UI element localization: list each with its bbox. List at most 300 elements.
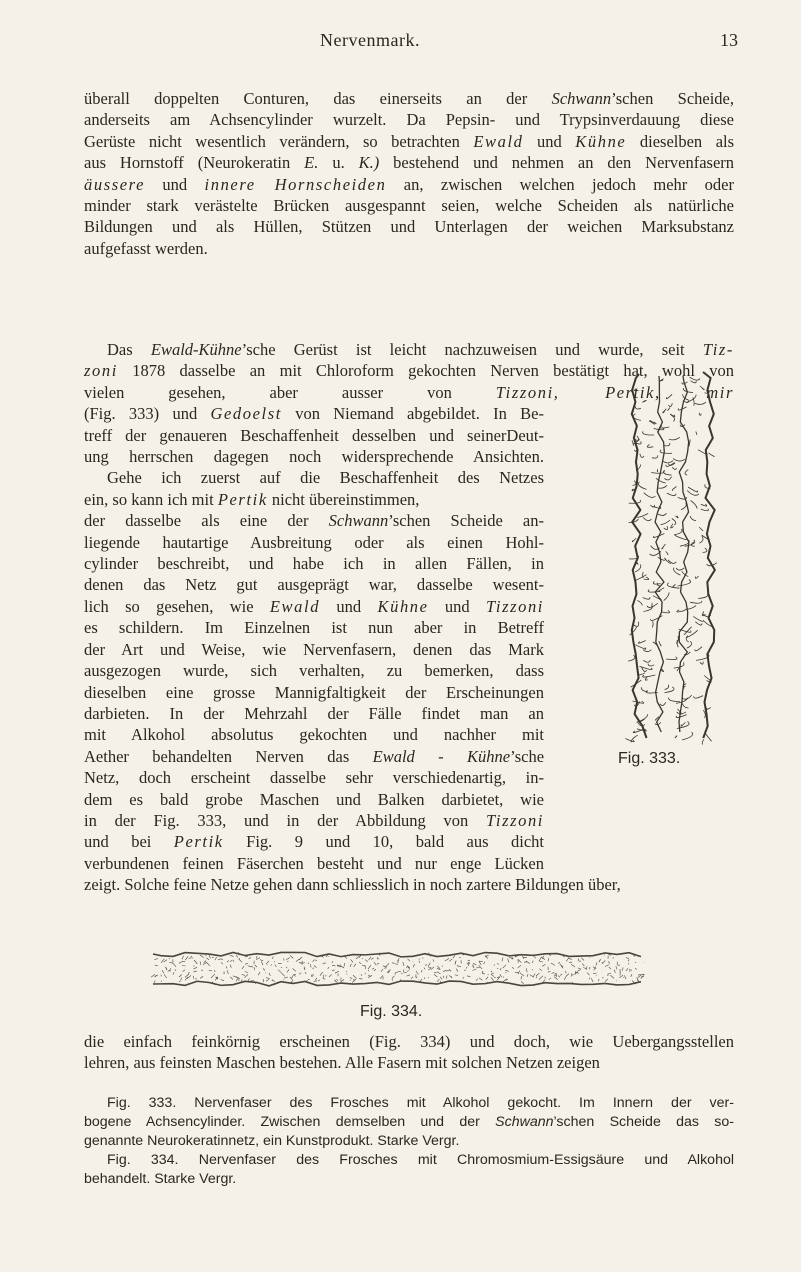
fiber-stroke xyxy=(686,630,697,638)
fiber-stroke xyxy=(215,957,217,960)
fiber-stroke xyxy=(532,970,533,971)
figure-334-nerve-fiber-illustration xyxy=(151,948,651,990)
fiber-stroke xyxy=(631,974,632,977)
fiber-stroke xyxy=(635,645,646,649)
fiber-stroke xyxy=(685,470,688,476)
fiber-stroke xyxy=(479,978,482,980)
fiber-stroke xyxy=(411,977,413,979)
fiber-stroke xyxy=(473,965,474,968)
fiber-stroke xyxy=(500,968,501,970)
fiber-stroke xyxy=(443,970,446,972)
text-line xyxy=(84,195,734,216)
fiber-stroke xyxy=(674,529,682,535)
fiber-stroke xyxy=(512,967,514,968)
fiber-stroke xyxy=(566,958,569,962)
fiber-stroke xyxy=(407,971,409,972)
text-run: die einfach feinkörnig erscheinen (Fig. 334) und doch, wie Uebergangsstellen xyxy=(84,1032,734,1051)
fiber-stroke xyxy=(608,954,611,955)
fiber-stroke xyxy=(536,976,537,978)
text-run: Fig. 333. Nervenfaser des Frosches mit Alkohol gekocht. Im Innern der ver- xyxy=(107,1095,734,1111)
text-run: dieselben als xyxy=(626,131,735,151)
fiber-stroke xyxy=(666,394,672,398)
fiber-stroke xyxy=(663,409,667,413)
fiber-stroke xyxy=(644,577,649,580)
fiber-stroke xyxy=(479,962,481,965)
fiber-stroke xyxy=(626,957,629,959)
fiber-stroke xyxy=(437,966,440,969)
fiber-stroke xyxy=(695,647,702,651)
fiber-stroke xyxy=(554,977,558,980)
text-line xyxy=(84,1052,734,1073)
fiber-stroke xyxy=(221,979,224,980)
fiber-stroke xyxy=(452,977,453,978)
fiber-stroke xyxy=(193,971,197,972)
fiber-stroke xyxy=(413,964,415,967)
text-line xyxy=(84,1094,734,1113)
text-run: mit Alkohol absolutus gekochten und nachher mit xyxy=(84,725,544,745)
fiber-stroke xyxy=(419,961,420,963)
fiber-stroke xyxy=(634,622,639,627)
text-run: der Art und Weise, wie Nervenfasern, denen das Mark xyxy=(84,639,544,659)
fiber-stroke xyxy=(700,662,703,665)
spaced-author-name: Tiz- xyxy=(702,340,734,359)
fiber-stroke xyxy=(704,676,710,681)
fiber-stroke xyxy=(640,454,644,458)
fiber-stroke xyxy=(607,973,611,974)
fiber-stroke xyxy=(374,962,376,965)
fiber-stroke xyxy=(629,970,632,971)
fiber-stroke xyxy=(605,979,608,982)
italic-name: Schwann xyxy=(328,511,389,531)
fiber-stroke xyxy=(558,963,560,964)
fiber-stroke xyxy=(635,406,641,409)
fiber-stroke xyxy=(663,461,673,463)
fiber-stroke xyxy=(558,976,560,978)
fiber-stroke xyxy=(658,557,666,560)
fiber-stroke xyxy=(200,977,202,978)
spaced-author-name: Tizzoni xyxy=(486,810,544,830)
fiber-stroke xyxy=(628,655,635,661)
text-line xyxy=(84,1132,734,1151)
fiber-stroke xyxy=(164,974,167,978)
fiber-stroke xyxy=(446,976,447,979)
text-run: denen das Netz gut ausgeprägt war, dasselbe wesent- xyxy=(84,575,544,595)
fiber-stroke xyxy=(260,960,263,961)
fiber-stroke xyxy=(503,965,506,968)
fiber-stroke xyxy=(203,963,206,965)
fiber-stroke xyxy=(635,564,641,572)
fiber-stroke xyxy=(578,968,581,969)
figure-captions xyxy=(84,1094,734,1189)
fiber-stroke xyxy=(302,963,305,964)
fiber-stroke xyxy=(665,687,675,693)
fiber-stroke xyxy=(643,660,650,662)
fiber-stroke xyxy=(672,467,676,469)
text-line xyxy=(84,617,544,638)
fiber-stroke xyxy=(626,968,628,971)
text-line xyxy=(84,682,544,703)
fiber-stroke xyxy=(209,956,211,958)
fiber-stroke xyxy=(571,964,575,967)
fiber-stroke xyxy=(666,657,677,660)
fiber-stroke xyxy=(361,974,362,975)
fiber-stroke xyxy=(518,965,522,968)
fiber-stroke xyxy=(395,964,398,965)
fiber-stroke xyxy=(638,482,646,490)
fiber-stroke xyxy=(682,732,693,740)
fiber-stroke xyxy=(539,969,542,971)
text-run: Fig. 334. Nervenfaser des Frosches mit Chromosmium-Essigsäure und Alkohol xyxy=(107,1152,734,1168)
fiber-stroke xyxy=(187,975,191,978)
figure-333-label: Fig. 333. xyxy=(618,750,681,767)
fiber-stroke xyxy=(486,977,488,980)
text-run: bestehend und nehmen an den Nervenfasern xyxy=(379,153,735,173)
fiber-stroke xyxy=(633,481,636,486)
fiber-stroke xyxy=(201,970,203,971)
fiber-stroke xyxy=(685,540,695,547)
fiber-stroke xyxy=(305,972,306,974)
fiber-stroke xyxy=(638,975,641,978)
fiber-stroke xyxy=(227,970,228,974)
text-run: 1878 dasselbe an mit Chloroform gekochten Nerven bestätigt hat, wohl von xyxy=(117,361,734,381)
fiber-stroke xyxy=(169,962,173,963)
fiber-stroke xyxy=(668,698,679,702)
fiber-stroke xyxy=(440,977,442,980)
fiber-stroke xyxy=(308,979,310,980)
fiber-stroke xyxy=(272,957,273,959)
fiber-stroke xyxy=(622,967,623,970)
fiber-stroke xyxy=(705,390,708,393)
spaced-author-name: Tizzoni xyxy=(486,596,544,616)
fiber-stroke xyxy=(386,964,389,967)
text-run: behandelt. Starke Vergr. xyxy=(84,1171,237,1187)
fiber-stroke xyxy=(153,952,641,956)
fiber-stroke xyxy=(563,956,564,957)
text-line xyxy=(84,467,544,488)
text-line xyxy=(84,660,544,681)
paragraph-3 xyxy=(84,1031,734,1074)
fiber-stroke xyxy=(226,966,227,968)
fiber-stroke xyxy=(494,965,495,966)
fiber-stroke xyxy=(632,440,634,445)
fiber-stroke xyxy=(179,981,180,982)
text-run: und xyxy=(145,174,205,194)
fiber-stroke xyxy=(239,959,242,962)
fiber-stroke xyxy=(221,962,223,964)
text-line xyxy=(84,746,544,767)
italic-name: Ewald-Kühne xyxy=(150,340,242,359)
text-run: ein, so kann ich mit xyxy=(84,489,218,509)
fiber-stroke xyxy=(667,583,679,588)
fiber-stroke xyxy=(161,981,162,982)
text-run: dem es bald grobe Maschen und Balken darbietet, wie xyxy=(84,789,544,809)
fiber-stroke xyxy=(336,979,338,980)
spaced-author-name: Ewald xyxy=(473,131,524,151)
spaced-author-name: äussere xyxy=(84,174,145,194)
fiber-stroke xyxy=(155,981,156,983)
fiber-stroke xyxy=(479,961,483,962)
spaced-author-name: Ewald xyxy=(269,596,321,616)
fiber-stroke xyxy=(633,730,642,733)
fiber-stroke xyxy=(672,487,676,491)
fiber-stroke xyxy=(335,980,337,982)
fiber-stroke xyxy=(637,977,638,981)
fiber-stroke xyxy=(266,979,269,981)
fiber-stroke xyxy=(667,493,676,495)
spaced-author-name: Kühne xyxy=(575,131,627,151)
fiber-stroke xyxy=(323,963,326,964)
fiber-stroke xyxy=(286,958,290,960)
fiber-stroke xyxy=(242,966,244,969)
fiber-stroke xyxy=(173,963,176,966)
fiber-stroke xyxy=(179,975,182,978)
fiber-stroke xyxy=(185,956,188,960)
text-line xyxy=(84,553,544,574)
fiber-stroke xyxy=(505,970,509,971)
text-line xyxy=(84,425,544,446)
fiber-stroke xyxy=(425,965,427,966)
fiber-stroke xyxy=(258,972,260,975)
fiber-stroke xyxy=(560,974,562,975)
fiber-stroke xyxy=(269,973,270,976)
fiber-stroke xyxy=(578,958,579,961)
fiber-stroke xyxy=(675,736,677,738)
fiber-stroke xyxy=(381,969,383,971)
fiber-stroke xyxy=(185,974,189,978)
text-line xyxy=(84,174,734,195)
fiber-stroke xyxy=(508,959,509,963)
fiber-stroke xyxy=(661,520,671,525)
fiber-stroke xyxy=(548,971,550,972)
text-run: verbundenen feinen Fäserchen besteht und nur enge Lücken xyxy=(84,853,544,873)
fiber-stroke xyxy=(392,976,394,979)
fiber-stroke xyxy=(428,968,431,970)
fiber-stroke xyxy=(261,961,263,965)
fiber-stroke xyxy=(569,962,572,963)
text-run: an, zwischen welchen jedoch mehr oder xyxy=(386,174,734,194)
text-run: darbieten. In der Mehrzahl der Fälle findet man an xyxy=(84,703,544,723)
fiber-stroke xyxy=(527,974,528,977)
text-line xyxy=(84,831,544,852)
fiber-stroke xyxy=(651,616,663,621)
fiber-stroke xyxy=(181,978,183,981)
fiber-stroke xyxy=(643,675,656,677)
fiber-stroke xyxy=(683,388,693,393)
fiber-stroke xyxy=(564,977,566,980)
fiber-stroke xyxy=(230,977,233,980)
fiber-stroke xyxy=(408,959,411,961)
fiber-stroke xyxy=(617,965,620,966)
fiber-stroke xyxy=(491,971,492,972)
fiber-stroke xyxy=(664,470,672,475)
fiber-stroke xyxy=(257,956,258,959)
text-run: es schildern. Im Einzelnen ist nun aber in Betreff xyxy=(84,618,544,638)
fiber-stroke xyxy=(638,641,645,644)
fiber-stroke xyxy=(518,959,521,962)
text-line xyxy=(84,810,544,831)
text-run: ’schen Scheide, xyxy=(611,89,734,108)
fiber-stroke xyxy=(662,544,666,549)
fiber-stroke xyxy=(368,970,369,971)
text-run: und xyxy=(428,596,487,616)
fiber-stroke xyxy=(582,963,584,966)
fiber-stroke xyxy=(168,970,170,971)
fiber-stroke xyxy=(468,963,470,964)
fiber-stroke xyxy=(593,973,597,974)
fiber-stroke xyxy=(392,963,395,964)
text-run: aus Hornstoff (Neurokeratin xyxy=(84,153,305,173)
fiber-stroke xyxy=(609,967,611,969)
fiber-stroke xyxy=(571,973,572,976)
fiber-stroke xyxy=(153,981,641,986)
fiber-stroke xyxy=(173,972,174,974)
fiber-stroke xyxy=(267,961,269,963)
fiber-stroke xyxy=(678,580,691,586)
fiber-stroke xyxy=(695,622,702,625)
fiber-stroke xyxy=(644,493,656,498)
spaced-author-name: Tizzoni, Pertik, mir xyxy=(495,382,734,402)
fiber-stroke xyxy=(266,978,270,979)
fiber-stroke xyxy=(407,975,411,976)
fiber-stroke xyxy=(682,695,692,699)
fiber-stroke xyxy=(433,960,434,962)
fiber-stroke xyxy=(633,701,644,703)
fiber-stroke xyxy=(674,662,684,668)
text-run: (Fig. 333) und xyxy=(84,404,211,424)
fiber-stroke xyxy=(332,965,335,966)
fiber-stroke xyxy=(473,969,476,970)
fiber-stroke xyxy=(313,960,314,962)
fiber-stroke xyxy=(669,403,673,406)
fiber-stroke xyxy=(690,516,696,521)
text-run: minder stark verästelte Brücken ausgespannt seien, welche Scheiden als natürliche xyxy=(84,196,734,216)
fiber-stroke xyxy=(635,968,637,969)
fiber-stroke xyxy=(372,968,374,969)
fiber-stroke xyxy=(660,450,672,454)
text-line xyxy=(84,596,544,617)
spaced-author-name: Pertik xyxy=(173,832,224,852)
fiber-stroke xyxy=(164,960,167,962)
text-run: und bei xyxy=(84,832,174,852)
fiber-stroke xyxy=(202,976,203,977)
fiber-stroke xyxy=(623,977,624,978)
text-run: Bildungen und als Hüllen, Stützen und Unterlagen der weichen Marksubstanz xyxy=(84,217,734,237)
text-run: ausgezogen wurde, sich verhalten, zu bemerken, dass xyxy=(84,661,544,681)
fiber-stroke xyxy=(182,966,186,967)
fiber-stroke xyxy=(533,974,535,978)
fiber-stroke xyxy=(668,408,670,411)
fiber-stroke xyxy=(365,965,366,969)
text-line xyxy=(84,789,544,810)
fiber-stroke xyxy=(384,968,386,969)
fiber-stroke xyxy=(624,975,626,979)
fiber-stroke xyxy=(587,973,590,976)
fiber-stroke xyxy=(617,962,618,964)
fiber-stroke xyxy=(194,960,197,964)
fiber-stroke xyxy=(689,440,690,447)
fiber-stroke xyxy=(652,621,653,627)
fiber-stroke xyxy=(648,664,654,666)
text-run: dieselben eine grosse Mannigfaltigkeit der Erscheinungen xyxy=(84,682,544,702)
fiber-stroke xyxy=(428,963,430,967)
text-run: ’schen Scheide an- xyxy=(388,511,545,531)
fiber-stroke xyxy=(380,975,383,978)
text-line xyxy=(84,1170,734,1189)
text-line xyxy=(84,724,544,745)
fiber-stroke xyxy=(183,970,185,972)
fiber-stroke xyxy=(162,970,164,973)
fiber-stroke xyxy=(632,538,636,542)
fiber-stroke xyxy=(696,432,697,435)
fiber-stroke xyxy=(673,459,685,461)
fiber-stroke xyxy=(290,955,293,958)
fiber-stroke xyxy=(416,971,418,975)
fiber-stroke xyxy=(299,973,301,975)
text-line xyxy=(84,767,544,788)
fiber-stroke xyxy=(699,527,703,530)
fiber-stroke xyxy=(175,969,176,971)
text-line xyxy=(84,403,544,424)
fiber-stroke xyxy=(403,962,404,966)
text-run: vielen gesehen, aber ausser von xyxy=(84,382,496,402)
text-run: ’schen Scheide das so- xyxy=(553,1114,734,1130)
text-line xyxy=(84,88,734,109)
text-line xyxy=(84,510,544,531)
fiber-stroke xyxy=(679,376,689,732)
fiber-stroke xyxy=(638,975,641,976)
fiber-stroke xyxy=(230,965,231,968)
fiber-stroke xyxy=(681,503,686,510)
fiber-stroke xyxy=(281,973,285,977)
text-line xyxy=(84,874,734,895)
text-run: überall doppelten Conturen, das einerseits an der xyxy=(84,89,552,108)
fiber-stroke xyxy=(634,389,636,391)
fiber-stroke xyxy=(424,977,425,979)
fiber-stroke xyxy=(455,962,456,965)
fiber-stroke xyxy=(502,958,503,962)
fiber-stroke xyxy=(629,971,630,972)
fiber-stroke xyxy=(443,976,444,978)
fiber-stroke xyxy=(590,978,591,980)
fiber-stroke xyxy=(406,967,407,968)
text-line xyxy=(84,574,544,595)
fiber-stroke xyxy=(466,967,467,969)
fiber-stroke xyxy=(491,974,494,976)
fiber-stroke xyxy=(683,704,689,708)
fiber-stroke xyxy=(286,967,287,968)
fiber-stroke xyxy=(669,437,680,440)
fiber-stroke xyxy=(314,960,317,961)
text-run: lich so gesehen, wie xyxy=(84,596,270,616)
fiber-stroke xyxy=(350,980,351,981)
fiber-stroke xyxy=(521,982,524,984)
fiber-stroke xyxy=(572,975,574,976)
text-run: aufgefasst werden. xyxy=(84,238,208,258)
text-run: genannte Neurokeratinnetz, ein Kunstprodukt. Starke Vergr. xyxy=(84,1133,460,1149)
fiber-stroke xyxy=(428,967,431,968)
fiber-stroke xyxy=(604,955,605,956)
fiber-stroke xyxy=(497,964,499,965)
fiber-stroke xyxy=(155,965,158,966)
text-line xyxy=(84,109,734,130)
fiber-stroke xyxy=(341,979,344,982)
text-line xyxy=(84,216,734,237)
fiber-stroke xyxy=(700,386,704,390)
fiber-stroke xyxy=(703,372,715,738)
fiber-stroke xyxy=(695,402,706,404)
fiber-stroke xyxy=(155,959,159,960)
fiber-stroke xyxy=(392,979,393,981)
